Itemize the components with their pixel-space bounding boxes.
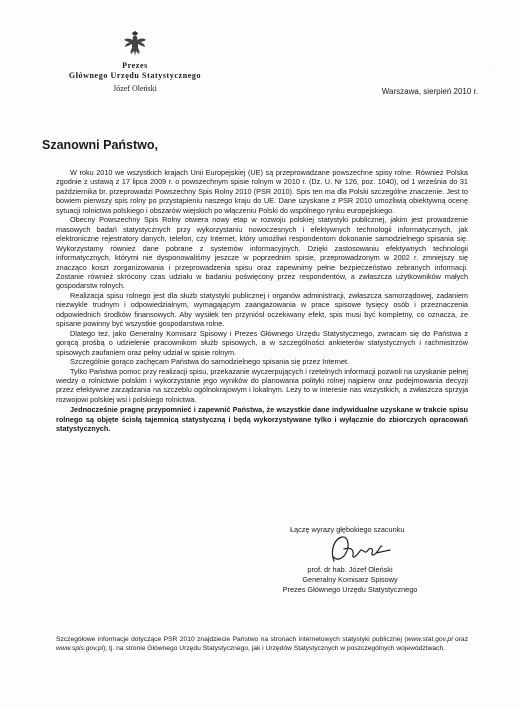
confidentiality-paragraph: Jednocześnie pragnę przypomnieć i zapewnić Państwa, że wszystkie dane indywidualne uzyskane w trakcie spisu rolnego są objęte ścisłą tajemnicą statystyczną i będą wykorzystywane tylko i wyłącznie do zbiorczych opracowań statystycznych. [56,405,468,434]
paragraph: Realizacja spisu rolnego jest dla służb statystyki publicznej i organów administracji, zwłaszcza samorządowej, zadaniem niezwykle trudnym i odpowiedzialnym, wymagającym zaangażowania w prace spisowe tysięcy osób i przeznaczenia odpowiednich środków finansowych. Aby wysiłek ten przyniósł oczekiwany efekt, spis musi być kompletny, co oznacza, że spisane powinny być wszystkie gospodarstwa rolne. [56,290,468,329]
signature-block [260,565,440,595]
greeting: Szanowni Państwo, [42,138,158,152]
president-name: Józef Oleński [113,84,157,93]
paragraph: Obecny Powszechny Spis Rolny otwiera nowy etap w rozwoju polskiej statystyki publicznej, jakim jest prowadzenie masowych badań statystycznych przy wykorzystaniu nowoczesnych i efektywnych technologii informatycznych, jak elektroniczne rejestratory danych, telefon, czy Internet, który umożliwi respondentom dokonanie samodzielnego spisania się. Wykorzystamy również dane pobrane z systemów informacyjnych. Dzięki zastosowaniu efektywnych technologii informatycznych, którymi nie dysponowaliśmy jeszcze w poprzednim spisie, przeprowadzonym w 2002 r. zmniejszy się znacząco koszt zorganizowania i przeprowadzenia spisu oraz zapewnimy pełne bezpieczeństwo zebranych informacji. Zostanie również skrócony czas udziału w badaniu poświęcony przez respondentów, a zwłaszcza użytkowników małych gospodarstw rolnych. [56,215,468,291]
signatory-name: prof. dr hab. Józef Oleński [307,565,393,574]
handwritten-signature [320,531,400,567]
institution-line-1: Prezes [122,61,148,70]
paragraph: Szczególnie gorąco zachęcam Państwa do samodzielnego spisania się przez Internet. [70,357,350,367]
footer-link-spis[interactable]: www.spis.gov.pl [56,644,104,652]
paragraph: W roku 2010 we wszystkich krajach Unii Europejskiej (UE) są przeprowadzane powszechne spisy rolne. Również Polska zgodnie z ustawą z 17 lipca 2009 r. o powszechnym spisie rolnym w 2010 r. (Dz. U. Nr 126, poz. 1040), od 1 września do 31 października br. przeprowadzi Powszechny Spis Rolny 2010 (PSR 2010). Spis ten ma dla Polski szczególne znaczenie. Jest to bowiem pierwszy spis rolny po przystąpieniu naszego kraju do UE. Dane uzyskane z PSR 2010 umożliwią obiektywną ocenę sytuacji rolnictwa polskiego i obszarów wiejskich po włączeniu Polski do wspólnego rynku europejskiego. [56,168,468,215]
place-and-date: Warszawa, sierpień 2010 r. [381,87,478,96]
eagle-emblem-icon [123,30,147,58]
corner-mark: · [489,66,492,73]
letter-body [56,168,468,434]
institution-line-2: Głównego Urzędu Statystycznego [68,71,202,80]
letterhead [55,30,215,93]
paragraph: Tylko Państwa pomoc przy realizacji spisu, przekazanie wyczerpujących i rzetelnych informacji pozwoli na uzyskanie pełnej wiedzy o rolnictwie polskim i wykorzystanie jego wyników do planowania polityki rolnej najpierw oraz podejmowania decyzji przez efektywne zarządzania na szczeblu ogólnokrajowym i lokalnym. Leży to w interesie nas wszystkich, a zwłaszcza sprzyja rozwojowi polskiej wsi i polskiego rolnictwa. [56,366,468,404]
footer-text: Szczegółowe informacje dotyczące PSR 2010 znajdziecie Państwo na stronach internetowych statystyki publicznej ( [56,636,407,643]
paragraph: Dlatego też, jako Generalny Komisarz Spisowy i Prezes Głównego Urzędu Statystycznego, zwracam się do Państwa z gorącą prośbą o udzielenie pracownikom służb spisowych, a w szczególności ankieterów statystycznych i rachmistrzów spisowych zaufaniem oraz pełny udział w spisie rolnym. [56,328,468,357]
footer-text: oraz [452,636,468,643]
footer-text: ), tj. na stronie Głównego Urzędu Statystycznego, jak i Urzędów Statystycznych w poszczególnych województwach. [103,644,446,652]
signatory-title-2: Prezes Głównego Urzędu Statystycznego [282,585,418,594]
signatory-title-1: Generalny Komisarz Spisowy [302,575,398,584]
footer-note [56,636,468,653]
closing-phrase: Łączę wyrazy głębokiego szacunku [290,525,405,534]
footer-link-stat[interactable]: www.stat.gov.pl [406,636,453,643]
